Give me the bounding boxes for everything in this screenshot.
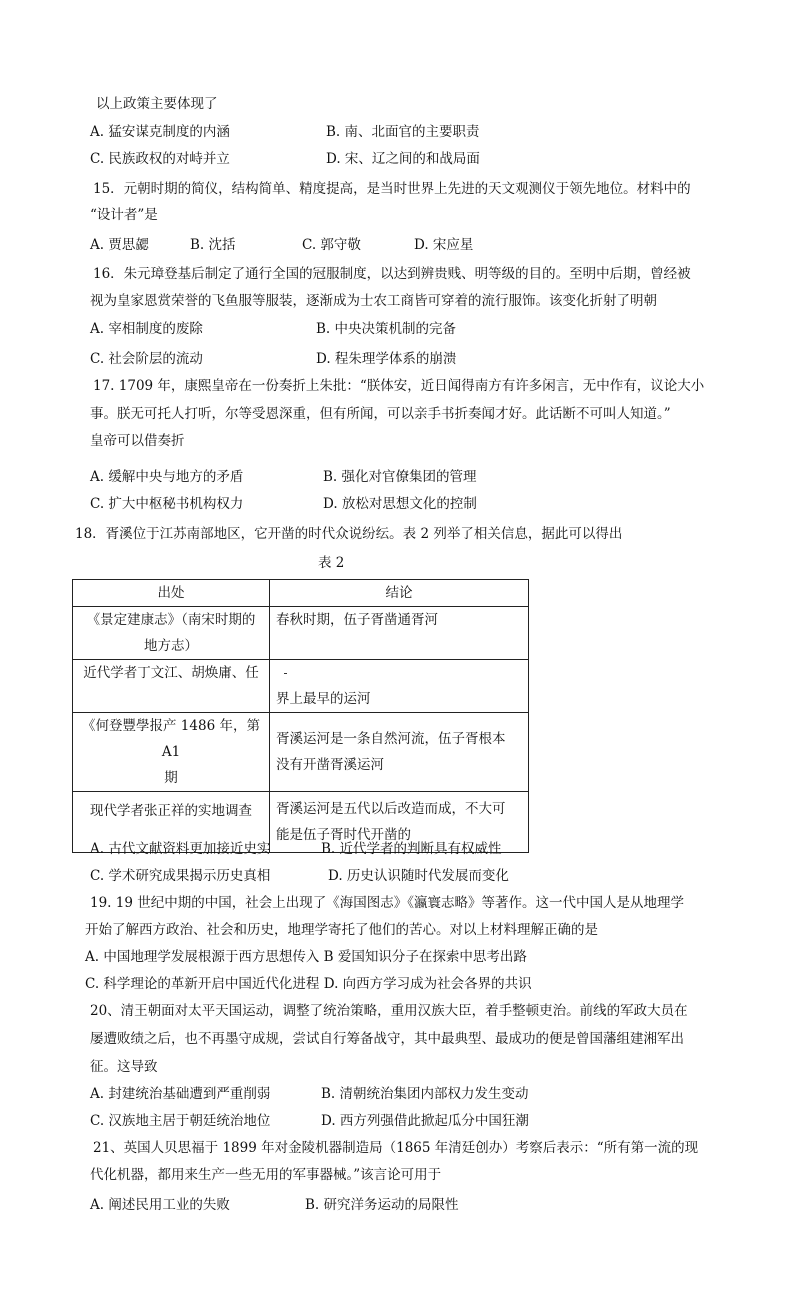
- table-cell-conclusion: 胥溪运河是一条自然河流，伍子胥根本 没有开凿胥溪运河: [270, 713, 529, 792]
- option-a: A. 古代文献资料更加接近史实: [90, 841, 271, 857]
- question-stem: 代化机器，都用来生产一些无用的军事器械。”该言论可用于: [90, 1167, 442, 1183]
- option-ab: A. 中国地理学发展根源于西方思想传入 B 爱国知识分子在探索中思考出路: [85, 949, 527, 965]
- option-c: C. 汉族地主居于朝廷统治地位: [90, 1113, 271, 1129]
- question-stem: 15．元朝时期的简仪，结构简单、精度提高，是当时世界上先进的天文观测仪于领先地位。材料中的: [93, 181, 691, 197]
- option-cd: C. 科学理论的革新开启中国近代化进程 D. 向西方学习成为社会各界的共识: [85, 976, 532, 992]
- option-b: B. 南、北面官的主要职责: [326, 124, 480, 140]
- option-d: D. 放松对思想文化的控制: [323, 496, 477, 512]
- table-header: 结论: [270, 580, 529, 607]
- option-a: A. 阐述民用工业的失败: [90, 1197, 230, 1213]
- question-stem: 开始了解西方政治、社会和历史，地理学寄托了他们的苦心。对以上材料理解正确的是: [85, 922, 598, 938]
- option-b: B. 近代学者的判断具有权威性: [321, 841, 502, 857]
- option-a: A. 封建统治基础遭到严重削弱: [90, 1086, 271, 1102]
- table-cell-source: 《景定建康志》（南宋时期的 地方志）: [73, 607, 270, 660]
- table-cell-source: 现代学者张正祥的实地调查: [73, 792, 270, 853]
- option-d: D. 宋、辽之间的和战局面: [326, 151, 480, 167]
- table-title: 表 2: [318, 555, 345, 571]
- option-a: A. 贾思勰: [90, 237, 149, 253]
- option-d: D. 宋应星: [414, 237, 474, 253]
- question-stem: 20、清王朝面对太平天国运动，调整了统治策略，重用汉族大臣，着手整顿吏治。前线的军政大员在: [90, 1003, 688, 1019]
- question-stem: “设计者”是: [90, 207, 158, 223]
- table-header-row: [73, 580, 529, 607]
- question-stem: 皇帝可以借奏折: [90, 433, 185, 449]
- table-cell-source: 近代学者丁文江、胡焕庸、任: [73, 660, 270, 713]
- question-stem: 征。这导致: [90, 1059, 158, 1075]
- question-stem: 视为皇家恩赏荣誉的飞鱼服等服装，逐渐成为士农工商皆可穿着的流行服饰。该变化折射了明朝: [90, 293, 657, 309]
- option-b: B. 清朝统治集团内部权力发生变动: [321, 1086, 529, 1102]
- option-b: B. 研究洋务运动的局限性: [305, 1197, 459, 1213]
- option-c: C. 社会阶层的流动: [90, 351, 203, 367]
- option-a: A. 猛安谋克制度的内涵: [90, 124, 230, 140]
- table-header: 出处: [73, 580, 270, 607]
- question-stem: 以上政策主要体现了: [96, 96, 218, 112]
- question-stem: 16．朱元璋登基后制定了通行全国的冠服制度，以达到辨贵贱、明等级的目的。至明中后期，曾经被: [93, 266, 691, 282]
- question-stem: 21、英国人贝思福于 1899 年对金陵机器制造局（1865 年清廷创办）考察后表示：“所有第一流的现: [93, 1140, 699, 1156]
- option-a: A. 宰相制度的废除: [90, 321, 203, 337]
- table-cell-conclusion: 界上最早的运河: [270, 660, 529, 713]
- table-cell-conclusion: 春秋时期，伍子胥凿通胥河: [270, 607, 529, 660]
- option-c: C. 扩大中枢秘书机构权力: [90, 496, 244, 512]
- table-cell-source: 《何登豐學报产 1486 年，第 A1 期: [73, 713, 270, 792]
- dash-mark: [284, 673, 287, 674]
- option-c: C. 民族政权的对峙并立: [90, 151, 230, 167]
- option-c: C. 郭守敬: [302, 237, 361, 253]
- option-a: A. 缓解中央与地方的矛盾: [90, 469, 244, 485]
- option-b: B. 中央决策机制的完备: [316, 321, 457, 337]
- option-d: D. 程朱理学体系的崩溃: [316, 351, 457, 367]
- question-stem: 屡遭败绩之后，也不再墨守成规，尝试自行筹备战守，其中最典型、最成功的便是曾国藩组建湘军出: [90, 1031, 684, 1047]
- table-row: [73, 660, 529, 713]
- option-b: B. 沈括: [190, 237, 236, 253]
- option-d: D. 历史认识随时代发展而变化: [328, 868, 509, 884]
- option-b: B. 强化对官僚集团的管理: [323, 469, 477, 485]
- question-stem: 事。朕无可托人打听，尔等受恩深重，但有所闻，可以亲手书折奏闻才好。此话断不可叫人知道。”: [90, 406, 671, 422]
- table-cell-conclusion: 胥溪运河是五代以后改造而成，不大可 能是伍子胥时代开凿的: [270, 792, 529, 853]
- question-stem: 18．胥溪位于江苏南部地区，它开凿的时代众说纷纭。表 2 列举了相关信息，据此可以得出: [75, 526, 623, 542]
- table-row: [73, 713, 529, 792]
- table-row: [73, 607, 529, 660]
- source-table: [72, 579, 529, 853]
- option-d: D. 西方列强借此掀起瓜分中国狂潮: [321, 1113, 529, 1129]
- option-c: C. 学术研究成果揭示历史真相: [90, 868, 271, 884]
- question-stem: 17. 1709 年，康熙皇帝在一份奏折上朱批：“朕体安，近日闻得南方有许多闲言，无中作有，议论大小: [93, 378, 705, 394]
- question-stem: 19. 19 世纪中期的中国，社会上出现了《海国图志》《瀛寰志略》等著作。这一代中国人是从地理学: [90, 895, 684, 911]
